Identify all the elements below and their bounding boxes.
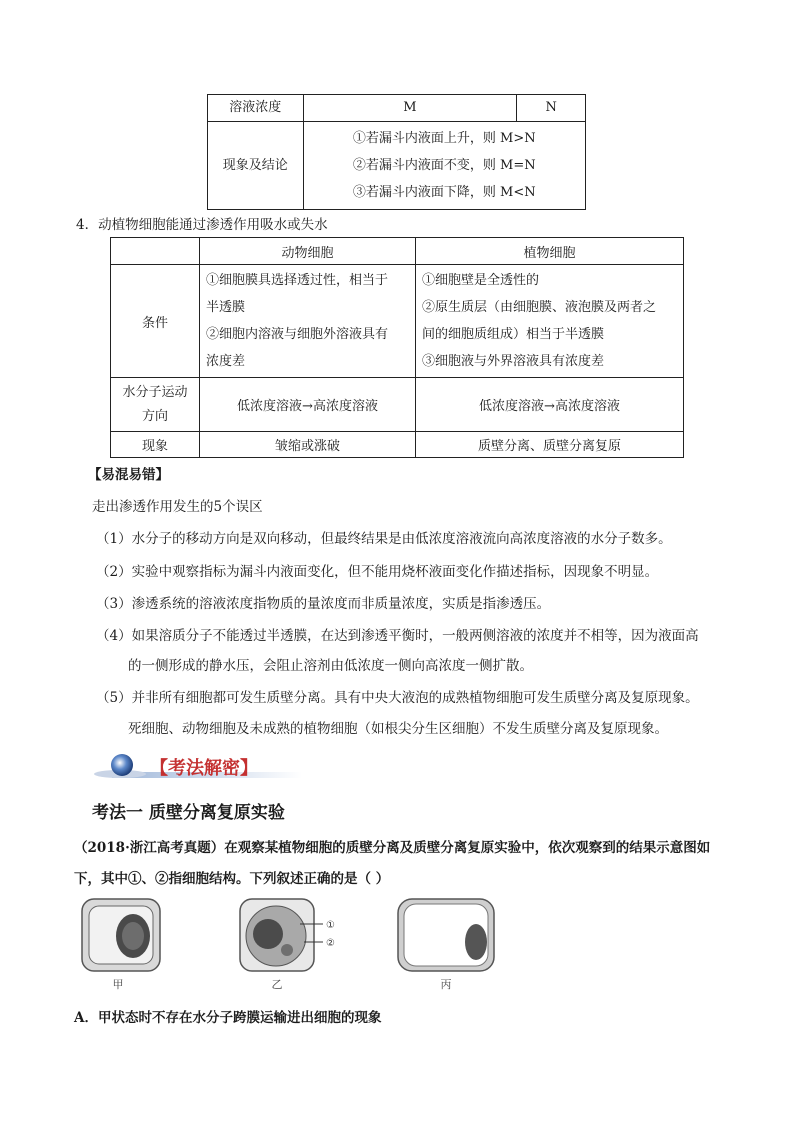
conclusion-2: ②若漏斗内液面不变，则 M=N [352, 158, 536, 173]
caption-bing: 丙 [440, 978, 452, 991]
caption-jia: 甲 [112, 978, 124, 991]
globe-icon [111, 754, 133, 776]
header-n: N [517, 95, 586, 122]
cell-bing [398, 899, 494, 971]
point-5-cont: 死细胞、动物细胞及未成熟的植物细胞（如根尖分生区细胞）不发生质壁分离及复原现象。 [128, 721, 668, 737]
cell-yi [240, 899, 323, 971]
header-plant: 植物细胞 [416, 238, 684, 265]
cell-jia [82, 899, 160, 971]
mistake-hint-heading: 【易混易错】 [88, 467, 169, 483]
cell-figure [78, 896, 508, 992]
animal-cond-2: 半透膜 [206, 300, 246, 315]
question-line-1: （2018·浙江高考真题）在观察某植物细胞的质壁分离及质壁分离复原实验中，依次观察到的结果示意图如 [74, 840, 711, 856]
plant-phenomenon: 质壁分离、质壁分离复原 [416, 432, 684, 458]
header-animal: 动物细胞 [200, 238, 416, 265]
point-2: （2）实验中观察指标为漏斗内液面变化，但不能用烧杯液面变化作描述指标，因现象不明显。 [96, 564, 659, 580]
header-concentration: 溶液浓度 [208, 95, 304, 122]
phenomenon-label-2: 现象 [111, 432, 200, 458]
plant-cond-2: ②原生质层（由细胞膜、液泡膜及两者之 [422, 300, 657, 315]
caption-yi: 乙 [271, 978, 283, 991]
plant-cond-4: ③细胞液与外界溶液具有浓度差 [422, 354, 605, 369]
question-line-2: 下，其中①、②指细胞结构。下列叙述正确的是（ ） [74, 871, 390, 887]
point-3: （3）渗透系统的溶液浓度指物质的量浓度而非质量浓度，实质是指渗透压。 [96, 596, 551, 612]
condition-label: 条件 [111, 265, 200, 378]
animal-phenomenon: 皱缩或涨破 [200, 432, 416, 458]
intro-text: 走出渗透作用发生的5个误区 [92, 499, 263, 515]
animal-cond-3: ②细胞内溶液与细胞外溶液具有 [206, 327, 389, 342]
point-4: （4）如果溶质分子不能透过半透膜，在达到渗透平衡时，一般两侧溶液的浓度并不相等，因为液面高 [96, 628, 699, 644]
cell-comparison-table [110, 237, 684, 458]
marker-1: ① [326, 920, 335, 931]
conclusion-1: ①若漏斗内液面上升，则 M>N [352, 131, 536, 146]
animal-cond-1: ①细胞膜具选择透过性，相当于 [206, 273, 389, 288]
plant-cond-1: ①细胞壁是全透性的 [422, 273, 540, 288]
animal-cond-4: 浓度差 [206, 354, 246, 369]
conclusion-3: ③若漏斗内液面下降，则 M<N [352, 185, 536, 200]
point-5: （5）并非所有细胞都可发生质壁分离。具有中央大液泡的成熟植物细胞可发生质壁分离及复原现象。 [96, 690, 699, 706]
section-banner-title: 【考法解密】 [150, 758, 258, 779]
marker-2: ② [326, 938, 335, 949]
concentration-table [207, 94, 586, 210]
phenomenon-label: 现象及结论 [208, 122, 304, 210]
plant-cond-3: 间的细胞质组成）相当于半透膜 [422, 327, 605, 342]
point-1: （1）水分子的移动方向是双向移动，但最终结果是由低浓度溶液流向高浓度溶液的水分子数多。 [96, 531, 672, 547]
animal-direction: 低浓度溶液→高浓度溶液 [200, 378, 416, 432]
option-a: A．甲状态时不存在水分子跨膜运输进出细胞的现象 [74, 1010, 382, 1026]
method-title: 考法一 质壁分离复原实验 [92, 803, 285, 823]
table2-corner [111, 238, 200, 265]
header-m: M [303, 95, 517, 122]
point-4-cont: 的一侧形成的静水压，会阻止溶剂由低浓度一侧向高浓度一侧扩散。 [128, 658, 533, 674]
plant-direction: 低浓度溶液→高浓度溶液 [416, 378, 684, 432]
direction-label-2: 方向 [141, 408, 168, 424]
direction-label-1: 水分子运动 [122, 384, 188, 400]
section-4-title: 4．动植物细胞能通过渗透作用吸水或失水 [76, 217, 328, 233]
